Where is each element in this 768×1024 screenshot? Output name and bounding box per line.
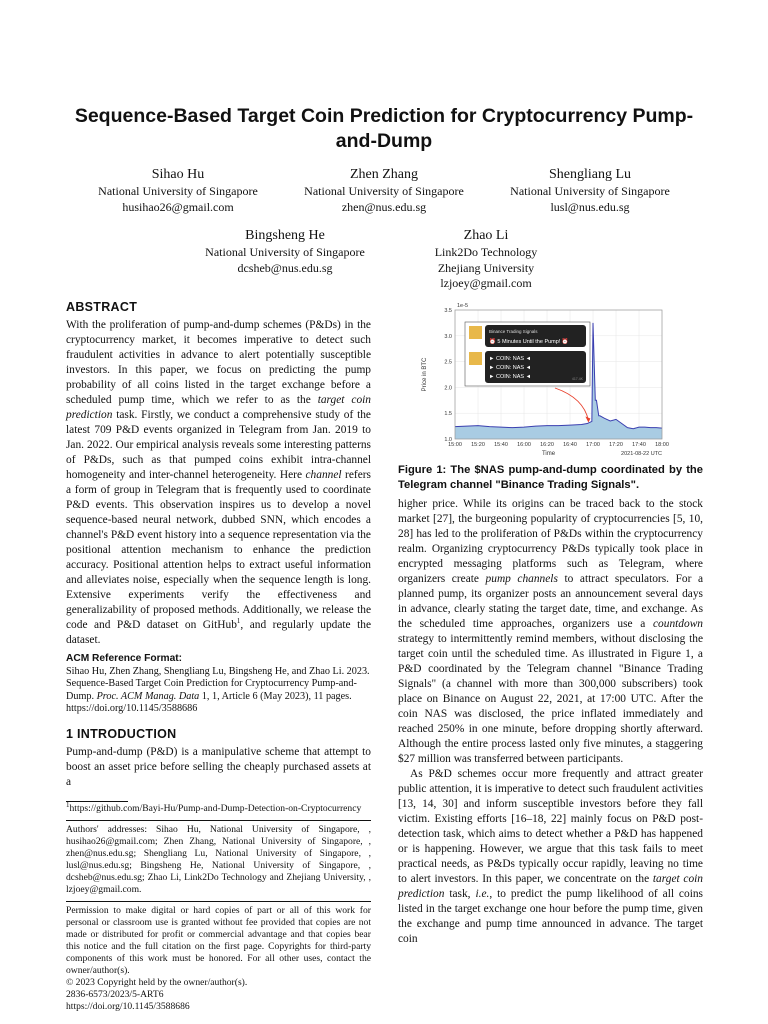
x-tick-label: 15:40: [494, 442, 508, 448]
countdown-message: ⏰ 5 Minutes Until the Pump! ⏰: [489, 339, 569, 345]
x-tick-label: 16:40: [563, 442, 577, 448]
coin-message: ► COIN: NAS ◄: [489, 365, 532, 371]
x-axis-label: Time: [541, 451, 556, 457]
abstract-heading: ABSTRACT: [66, 300, 138, 314]
author-2: Zhen Zhang National University of Singapore zhen@nus.edu.sg: [304, 167, 464, 214]
x-tick-label: 17:20: [609, 442, 623, 448]
author-3: Shengliang Lu National University of Singapore lusl@nus.edu.sg: [510, 167, 670, 214]
y-axis-label: Price in BTC: [422, 357, 428, 392]
coin-message: ► COIN: NAS ◄: [489, 374, 532, 380]
author-4: Bingsheng He National University of Singapore dcsheb@nus.edu.sg: [205, 228, 365, 275]
doi-link[interactable]: https://doi.org/10.1145/3588686: [66, 1001, 190, 1012]
paper-title: Sequence-Based Target Coin Prediction for Cryptocurrency Pump-and-Dump: [74, 105, 694, 152]
avatar-icon: [469, 326, 482, 339]
x-tick-label: 15:20: [471, 442, 485, 448]
author-1: Sihao Hu National University of Singapore husihao26@gmail.com: [98, 167, 258, 214]
y-tick-label: 3.0: [444, 333, 452, 340]
y-tick-label: 3.5: [444, 308, 452, 314]
y-scale-note: 1e-5: [457, 303, 469, 309]
figure-1-chart: [414, 300, 680, 460]
footnote: $^1$https://github.com/Bayi-Hu/Pump-and-Dump-Detection-on-Cryptocurrency: [66, 800, 362, 814]
y-tick-label: 2.0: [444, 385, 452, 392]
y-tick-label: 2.5: [444, 359, 452, 366]
x-tick-label: 17:00: [586, 442, 600, 448]
left-column: [66, 299, 371, 1013]
x-tick-label: 16:00: [517, 442, 531, 448]
intro-heading: 1 INTRODUCTION: [66, 726, 177, 741]
abstract-text: With the proliferation of pump-and-dump schemes (P&Ds) in the cryptocurrency market, it becomes imperative to detect such fraudulent activities in advance to alert potentially susceptible investors. In this paper, we focus on predicting the pump probability of all coins listed in the target exchange before a scheduled pump time, which we refer to as the target coin prediction task. Firstly, we conduct a comprehensive study of the latest 709 P&D events organized in Telegram from Jan. 2019 to Jan. 2022. Our empirical analysis reveals some interesting patterns of P&Ds, such as that pumped coins exhibit intra-channel homogeneity and inter-channel heterogeneity. Here channel refers a form of group in Telegram that is frequently used to coordinate P&D events. This observation inspires us to develop a novel sequence-based neural network, dubbed SNN, which encodes a channel's P&D event history into a sequence representation via the positional attention mechanism to enhance the prediction accuracy. Positional attention helps to extract useful information and alleviates noise, especially when the sequence length is long. Extensive experiments verify the effectiveness and generalizability of proposed methods. Additionally, we release the code and P&D dataset on GitHub$^1$, and regularly update the dataset.: [66, 319, 371, 646]
intro-paragraph-2: As P&D schemes occur more frequently and attract greater public attention, it is imperative to detect such fraudulent activities [13, 14, 30] and inform susceptible investors before they fall victim. Existing efforts [16–18, 22] mainly focus on P&D post-detection task, which aims to detect whether a P&D has happened or is happening. However, we argue that this task fails to meet practical needs, as P&Ds typically occur rapidly, leaving no time to alert investors. In this paper, we concentrate on the target coin prediction task, i.e., to predict the pump likelihood of all coins listed in the target exchange one hour before the pump time, given the exchange and pump time announced in advance. The target coin: [398, 768, 703, 945]
coin-message: ► COIN: NAS ◄: [489, 356, 532, 362]
x-tick-label: 17:40: [632, 442, 646, 448]
acm-reference: ACM Reference Format: Sihao Hu, Zhen Zhang, Shengliang Lu, Bingsheng He, and Zhao Li. 2023. Sequence-Based Target Coin Prediction for Cryptocurrency Pump-and-Dump. Proc. ACM Manag. Data 1, 1, Article 6 (May 2023), 11 pages. https://doi.org/10.1145/3588686: [66, 653, 370, 715]
date-note: 2021-08-22 UTC: [621, 451, 662, 457]
author-addresses: Authors' addresses: Sihao Hu, National University of Singapore, , husihao26@gmail.com; Zhen Zhang, National University of Singapore, , zhen@nus.edu.sg; Shengliang Lu, National University of Singapore, , lusl@nus.edu.sg; Bingsheng He, National University of Singapore, , dcsheb@nus.edu.sg; Zhao Li, Link2Do Technology and Zhejiang University, , lzjoey@gmail.com.: [66, 820, 371, 896]
intro-paragraph: Pump-and-dump (P&D) is a manipulative scheme that attempt to boost an asset price before selling the cheaply purchased assets at a: [66, 745, 371, 788]
intro-paragraph-cont: higher price. While its origins can be traced back to the stock market [27], the burgeoning popularity of cryptocurrencies [5, 10, 28] has led to the proliferation of P&Ds within the cryptocurrency realm. Organizing cryptocurrency P&Ds typically took place in encrypted messaging platforms such as Telegram, where organizers create pump channels to attract speculators. For a planned pump, its organizer posts an announcement several days in advance, clearly stating the target date, time, and exchange. As the scheduled time approaches, organizers use a countdown strategy to intermittently remind members, without disclosing the target coin until the scheduled time. As illustrated in Figure 1, a P&D coordinated by the Telegram channel "Binance Trading Signals" (a channel with more than 300,000 subscribers) took place on Binance on August 22, 2021, at 17:00 UTC. After the coin NAS was disclosed, the price inflated immediately and reached 250% in one minute, before dropping shortly afterward. Although the entire process lasted only five minutes, a staggering $27 million was transferred between participants.: [398, 498, 704, 765]
author-5: Zhao Li Link2Do Technology Zhejiang University lzjoey@gmail.com: [434, 228, 538, 290]
figure-caption: Figure 1: The $NAS pump-and-dump coordinated by the Telegram channel "Binance Trading Signals".: [398, 464, 703, 491]
github-link[interactable]: https://github.com/Bayi-Hu/Pump-and-Dump-Detection-on-Cryptocurrency: [69, 803, 362, 814]
right-column: [398, 463, 703, 947]
arrow-icon: [555, 388, 588, 420]
permission-block: Permission to make digital or hard copies of part or all of this work for personal or classroom use is granted without fee provided that copies are not made or distributed for profit or commercial advantage and that copies bear this notice and the full citation on the first page. Copyrights for third-party components of this work must be honored. For all other uses, contact the owner/author(s). © 2023 Copyright held by the owner/author(s). 2836-6573/2023/5-ART6 https://doi.org/10.1145/3588686: [66, 901, 371, 1013]
x-tick-label: 15:00: [448, 442, 462, 448]
view-count: 417.4K: [571, 377, 583, 381]
y-tick-label: 1.0: [444, 437, 452, 443]
avatar-icon: [469, 352, 482, 365]
x-tick-label: 18:00: [655, 442, 669, 448]
channel-name: Binance Trading Signals: [489, 329, 538, 334]
y-tick-label: 1.5: [444, 411, 452, 418]
footnotes: [66, 795, 371, 1013]
footnote-rule: [66, 801, 128, 802]
x-tick-label: 16:20: [540, 442, 554, 448]
